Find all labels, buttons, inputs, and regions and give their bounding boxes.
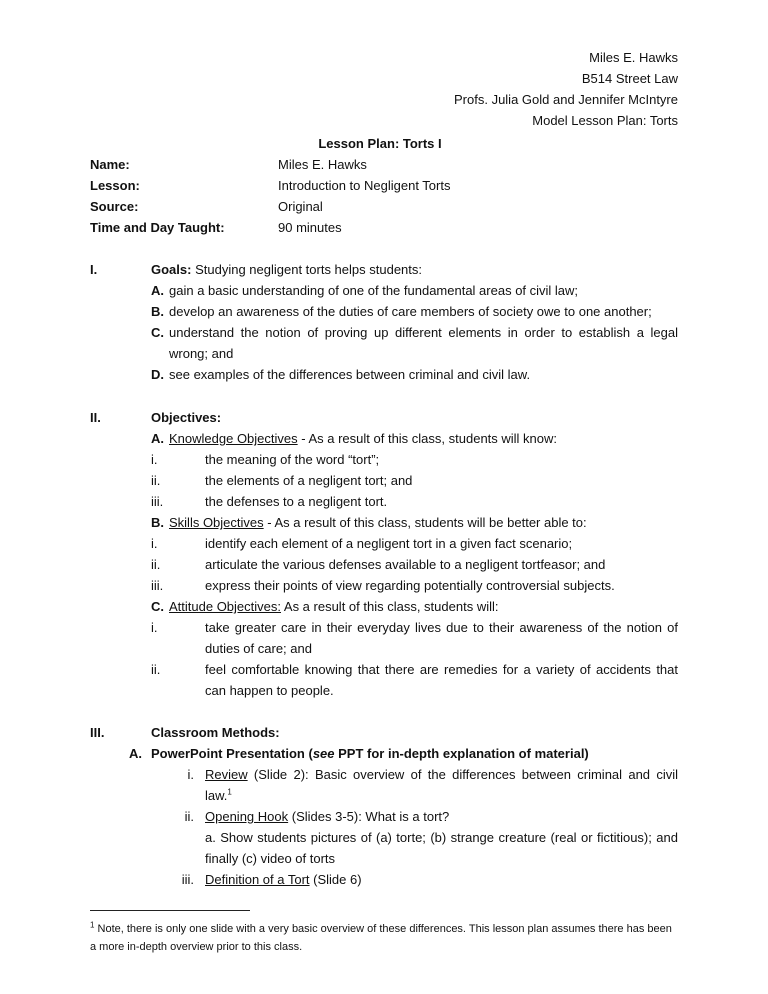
list-marker: iii. [151, 578, 164, 593]
info-label: Source: [90, 199, 139, 214]
footnote [90, 920, 680, 956]
list-marker: i. [187, 767, 194, 782]
author-name: Miles E. Hawks [589, 50, 678, 65]
item-heading: Definition of a Tort [205, 872, 310, 887]
info-value: Original [278, 199, 323, 214]
list-marker: A. [151, 431, 164, 446]
list-marker: ii. [151, 557, 161, 572]
item-heading: Review [205, 767, 248, 782]
section-number: II. [90, 410, 101, 425]
method-heading [151, 743, 589, 764]
item-heading: Opening Hook [205, 809, 289, 824]
section-heading: Classroom Methods: [151, 725, 280, 740]
footnote-number: 1 [90, 920, 95, 930]
list-item: gain a basic understanding of one of the fundamental areas of civil law; [169, 283, 579, 298]
list-item: develop an awareness of the duties of care members of society owe to one another; [169, 304, 652, 319]
info-value: 90 minutes [278, 220, 342, 235]
list-marker: B. [151, 304, 164, 319]
objective-heading: Attitude Objectives: [169, 599, 281, 614]
list-item: the elements of a negligent tort; and [205, 473, 413, 488]
item-text: (Slides 3-5): What is a tort? [288, 809, 450, 824]
item-text: (Slide 6) [309, 872, 362, 887]
section-intro: Studying negligent torts helps students: [191, 262, 423, 277]
list-marker: ii. [184, 809, 194, 824]
list-item: identify each element of a negligent tort in a given fact scenario; [205, 536, 573, 551]
objective-intro: - As a result of this class, students will know: [297, 431, 558, 446]
list-marker: i. [151, 536, 158, 551]
list-marker: C. [151, 325, 164, 340]
list-item: feel comfortable knowing that there are remedies for a variety of accidents that can happen to people. [205, 662, 678, 698]
list-marker: i. [151, 452, 158, 467]
info-label: Lesson: [90, 178, 140, 193]
list-item: the defenses to a negligent tort. [205, 494, 388, 509]
list-item: the meaning of the word “tort”; [205, 452, 380, 467]
footnote-separator [90, 910, 250, 911]
info-label: Time and Day Taught: [90, 220, 225, 235]
list-marker: iii. [181, 872, 194, 887]
professors: Profs. Julia Gold and Jennifer McIntyre [454, 92, 678, 107]
list-marker: ii. [151, 662, 161, 677]
info-value: Miles E. Hawks [278, 157, 367, 172]
objective-heading: Skills Objectives [169, 515, 264, 530]
list-item: articulate the various defenses available to a negligent tortfeasor; and [205, 557, 606, 572]
list-item: understand the notion of proving up different elements in order to establish a legal wrong; and [169, 325, 678, 361]
list-marker: C. [151, 599, 164, 614]
list-item [205, 869, 362, 890]
section-heading: Goals: [151, 262, 192, 277]
method-title: PowerPoint Presentation ( [151, 746, 313, 761]
list-marker: A. [129, 746, 142, 761]
footnote-ref[interactable]: 1 [227, 787, 232, 797]
method-title-rest: PPT for in-depth explanation of material) [334, 746, 589, 761]
method-see: see [312, 746, 335, 761]
list-marker: B. [151, 515, 164, 530]
list-item: see examples of the differences between criminal and civil law. [169, 367, 531, 382]
info-label: Name: [90, 157, 130, 172]
document-header [454, 47, 678, 131]
list-item: express their points of view regarding potentially controversial subjects. [205, 578, 615, 593]
objective-intro: As a result of this class, students will: [281, 599, 499, 614]
course-name: B514 Street Law [581, 71, 678, 86]
list-item [205, 764, 678, 806]
objective-heading: Knowledge Objectives [169, 431, 298, 446]
section-heading: Objectives: [151, 410, 222, 425]
info-value: Introduction to Negligent Torts [278, 178, 451, 193]
footnote-text: Note, there is only one slide with a very basic overview of these differences. This lesson plan assumes there has been a more in-depth overview prior to this class. [90, 923, 672, 953]
list-marker: i. [151, 620, 158, 635]
document-subtitle: Model Lesson Plan: Torts [532, 113, 678, 128]
list-item: take greater care in their everyday lives due to their awareness of the notion of duties of care; and [205, 620, 678, 656]
list-item [205, 806, 449, 827]
list-marker: A. [151, 283, 164, 298]
list-marker: ii. [151, 473, 161, 488]
item-text: (Slide 2): Basic overview of the differences between criminal and civil law. [205, 767, 678, 803]
objective-intro: - As a result of this class, students will be better able to: [263, 515, 587, 530]
sub-item: a. Show students pictures of (a) torte; (b) strange creature (real or fictitious); and finally (c) video of torts [205, 830, 678, 866]
section-number: I. [90, 262, 98, 277]
list-marker: iii. [151, 494, 164, 509]
list-marker: D. [151, 367, 164, 382]
section-number: III. [90, 725, 105, 740]
page-title: Lesson Plan: Torts I [318, 136, 442, 151]
